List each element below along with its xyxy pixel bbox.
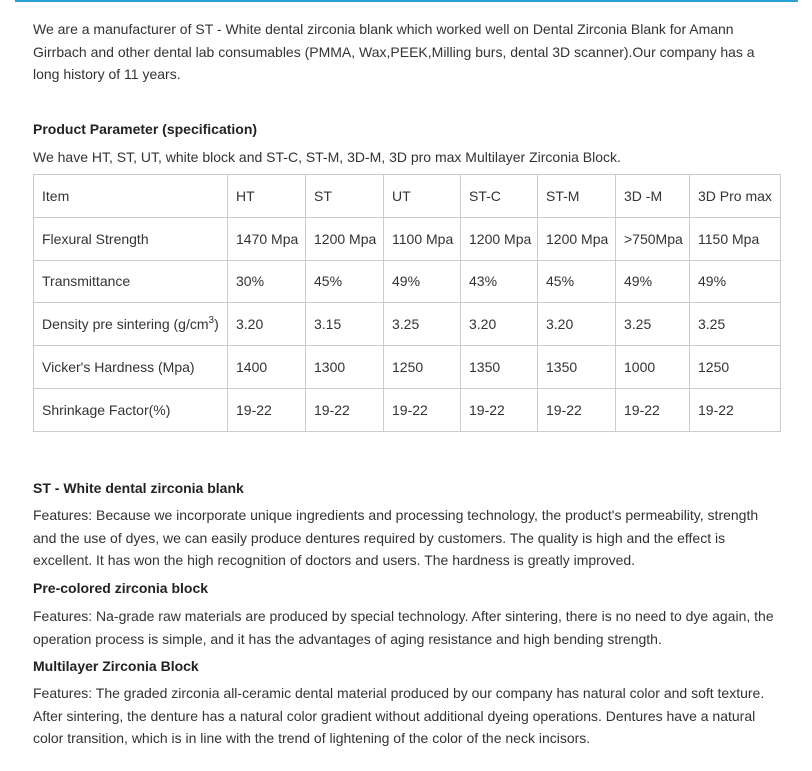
table-cell: 1100 Mpa (384, 217, 461, 260)
table-cell: 45% (306, 260, 384, 303)
table-cell: 3.25 (616, 303, 690, 346)
table-cell: 19-22 (228, 388, 306, 431)
table-cell: 19-22 (690, 388, 781, 431)
header-cell: ST-C (461, 175, 538, 218)
row-label (34, 303, 228, 346)
table-cell: 49% (384, 260, 461, 303)
table-cell: 1300 (306, 346, 384, 389)
table-cell: 19-22 (306, 388, 384, 431)
header-cell: ST-M (538, 175, 616, 218)
row-label: Flexural Strength (34, 217, 228, 260)
spec-subtitle: We have HT, ST, UT, white block and ST-C, ST-M, 3D-M, 3D pro max Multilayer Zirconia Block. (33, 149, 621, 165)
table-header-row (34, 175, 781, 218)
header-cell: ST (306, 175, 384, 218)
table-cell: 1250 (384, 346, 461, 389)
table-cell: 19-22 (461, 388, 538, 431)
table-cell: 1150 Mpa (690, 217, 781, 260)
table-cell: 1200 Mpa (538, 217, 616, 260)
feature-heading-pre-colored: Pre-colored zirconia block (33, 580, 209, 596)
row-label-suffix: ) (214, 316, 219, 333)
table-cell: 43% (461, 260, 538, 303)
table-cell: 1350 (538, 346, 616, 389)
table-cell: 3.20 (538, 303, 616, 346)
header-cell: Item (34, 175, 228, 218)
feature-text-pre-colored: Features: Na-grade raw materials are produced by special technology. After sintering, there is no need to dye again, the operation process is simple, and it has the advantages of aging resistance and high bending strength. (33, 608, 774, 647)
table-cell: 3.25 (690, 303, 781, 346)
table-cell: 49% (616, 260, 690, 303)
table-cell: 1250 (690, 346, 781, 389)
header-cell: 3D -M (616, 175, 690, 218)
table-cell: 1200 Mpa (306, 217, 384, 260)
table-cell: 3.25 (384, 303, 461, 346)
header-cell: 3D Pro max (690, 175, 781, 218)
table-cell: 19-22 (538, 388, 616, 431)
spec-table (33, 174, 781, 432)
header-cell: UT (384, 175, 461, 218)
table-cell: 1350 (461, 346, 538, 389)
row-label: Shrinkage Factor(%) (34, 388, 228, 431)
table-row (34, 346, 781, 389)
table-cell: 3.20 (461, 303, 538, 346)
table-cell: 19-22 (616, 388, 690, 431)
table-cell: 1200 Mpa (461, 217, 538, 260)
feature-heading-multilayer: Multilayer Zirconia Block (33, 658, 199, 674)
feature-text-multilayer: Features: The graded zirconia all-ceramic dental material produced by our company has natural color and soft texture. After sintering, the denture has a natural color gradient without additional dyeing operations. Dentures have a natural color transition, which is in line with the trend of lightening of the color of the neck incisors. (33, 685, 765, 747)
table-row (34, 388, 781, 431)
table-cell: 1470 Mpa (228, 217, 306, 260)
table-cell: 49% (690, 260, 781, 303)
table-cell: 19-22 (384, 388, 461, 431)
top-accent-rule (15, 0, 798, 2)
table-cell: 3.20 (228, 303, 306, 346)
superscript: 3 (208, 315, 215, 327)
table-row (34, 260, 781, 303)
header-cell: HT (228, 175, 306, 218)
table-row (34, 217, 781, 260)
table-cell: 1000 (616, 346, 690, 389)
table-cell: 3.15 (306, 303, 384, 346)
table-cell: 30% (228, 260, 306, 303)
row-label-text: Density pre sintering (g/cm (42, 316, 209, 333)
spec-heading: Product Parameter (specification) (33, 121, 258, 137)
feature-heading-st-white: ST - White dental zirconia blank (33, 480, 244, 496)
table-row (34, 303, 781, 346)
table-cell: 45% (538, 260, 616, 303)
table-cell: >750Mpa (616, 217, 690, 260)
feature-text-st-white: Features: Because we incorporate unique ingredients and processing technology, the product's permeability, strength and the use of dyes, we can easily produce dentures required by customers. The quality is high and the effect is excellent. It has won the high recognition of doctors and users. The hardness is greatly improved. (33, 507, 759, 569)
row-label: Transmittance (34, 260, 228, 303)
intro-paragraph: We are a manufacturer of ST - White dental zirconia blank which worked well on Dental Zirconia Blank for Amann Girrbach and other dental lab consumables (PMMA, Wax,PEEK,Milling burs, dental 3D scanner).Our company has a long history of 11 years. (33, 21, 755, 82)
row-label: Vicker's Hardness (Mpa) (34, 346, 228, 389)
table-cell: 1400 (228, 346, 306, 389)
